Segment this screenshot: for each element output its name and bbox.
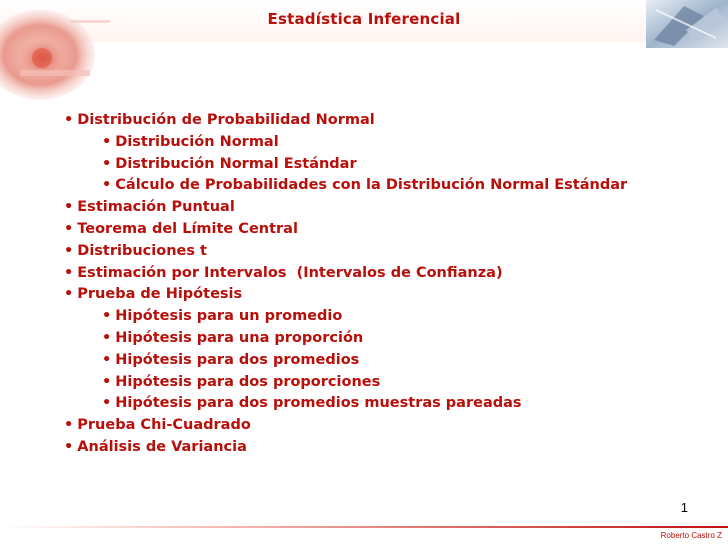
topic-item: • Análisis de Variancia <box>64 438 247 455</box>
topic-item: • Estimación por Intervalos (Intervalos de Confianza) <box>64 264 503 281</box>
subtopic-item: • Distribución Normal Estándar <box>102 155 357 172</box>
subtopic-item: • Hipótesis para dos promedios muestras pareadas <box>102 395 522 412</box>
subtopic-item: • Cálculo de Probabilidades con la Distribución Normal Estándar <box>102 177 628 194</box>
footer-divider <box>0 526 728 528</box>
page-number: 1 <box>680 500 688 515</box>
topic-item: • Estimación Puntual <box>64 199 235 216</box>
topic-item: • Teorema del Límite Central <box>64 220 298 237</box>
author-label: Roberto Castro Z <box>660 531 722 540</box>
topic-item: • Prueba de Hipótesis <box>64 286 243 303</box>
subtopic-item: • Hipótesis para dos proporciones <box>102 373 381 390</box>
subtopic-item: • Hipótesis para una proporción <box>102 329 364 346</box>
topic-item: • Distribuciones t <box>64 242 207 259</box>
topic-list <box>64 110 704 459</box>
subtopic-item: • Distribución Normal <box>102 133 279 150</box>
subtopic-item: • Hipótesis para un promedio <box>102 308 343 325</box>
slide-title: Estadística Inferencial <box>267 10 461 28</box>
subtopic-item: • Hipótesis para dos promedios <box>102 351 360 368</box>
topic-item: • Prueba Chi-Cuadrado <box>64 417 251 434</box>
topic-item: • Distribución de Probabilidad Normal <box>64 112 375 128</box>
